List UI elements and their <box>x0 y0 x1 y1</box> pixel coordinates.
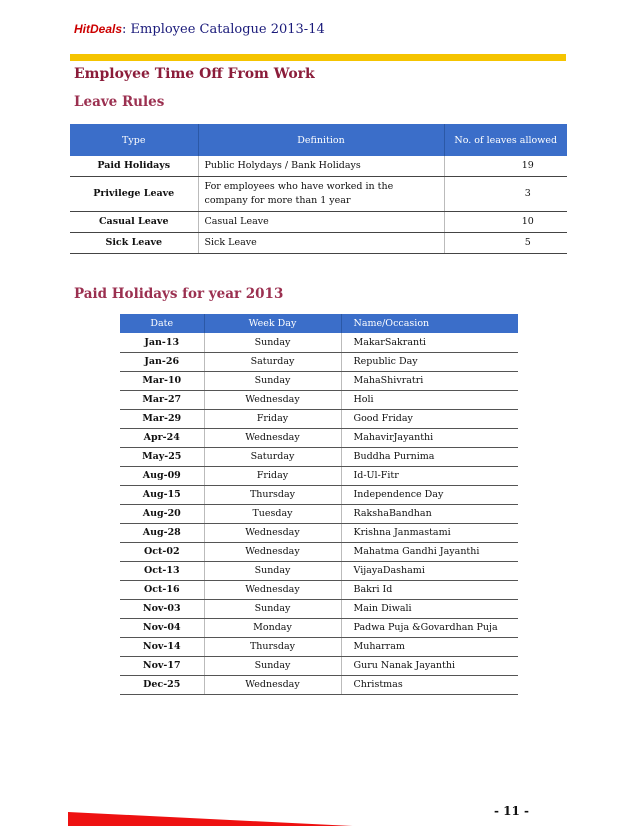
holiday-weekday-cell: Friday <box>204 409 341 428</box>
table-row <box>120 428 518 447</box>
holiday-weekday-cell: Saturday <box>204 352 341 371</box>
column-header-type: Type <box>70 124 198 156</box>
holiday-name-cell: MahaShivratri <box>341 371 518 390</box>
holidays-table <box>120 314 518 695</box>
leave-count-cell: 3 <box>444 177 567 212</box>
holiday-name-cell: Independence Day <box>341 485 518 504</box>
holiday-date-cell: Aug-20 <box>120 504 204 523</box>
header-separator: : <box>122 22 127 37</box>
holiday-name-cell: Id-Ul-Fitr <box>341 466 518 485</box>
leave-count-cell: 10 <box>444 212 567 233</box>
table-row <box>120 656 518 675</box>
column-header-definition: Definition <box>198 124 444 156</box>
holiday-table-header <box>120 314 518 333</box>
holiday-name-cell: Padwa Puja &Govardhan Puja <box>341 618 518 637</box>
column-header-occasion: Name/Occasion <box>341 314 518 333</box>
holiday-name-cell: Main Diwali <box>341 599 518 618</box>
table-row <box>120 390 518 409</box>
leave-count-cell: 19 <box>444 156 567 177</box>
page-header <box>74 22 325 37</box>
table-row <box>120 580 518 599</box>
table-row <box>120 485 518 504</box>
holiday-name-cell: Holi <box>341 390 518 409</box>
holiday-date-cell: Oct-13 <box>120 561 204 580</box>
holiday-name-cell: Muharram <box>341 637 518 656</box>
holiday-name-cell: Mahatma Gandhi Jayanthi <box>341 542 518 561</box>
holiday-name-cell: Guru Nanak Jayanthi <box>341 656 518 675</box>
holiday-weekday-cell: Saturday <box>204 447 341 466</box>
holiday-date-cell: Dec-25 <box>120 675 204 694</box>
holiday-date-cell: Mar-29 <box>120 409 204 428</box>
table-row <box>120 352 518 371</box>
holiday-weekday-cell: Wednesday <box>204 675 341 694</box>
holiday-date-cell: Aug-28 <box>120 523 204 542</box>
leave-definition-cell: Casual Leave <box>198 212 444 233</box>
table-row <box>120 371 518 390</box>
holiday-weekday-cell: Thursday <box>204 637 341 656</box>
leave-rules-title: Leave Rules <box>74 94 165 110</box>
leave-type-cell: Paid Holidays <box>70 156 198 177</box>
table-row <box>120 618 518 637</box>
table-row <box>70 156 567 177</box>
holiday-weekday-cell: Wednesday <box>204 542 341 561</box>
holiday-date-cell: Mar-10 <box>120 371 204 390</box>
leave-definition-cell: Sick Leave <box>198 233 444 254</box>
holiday-weekday-cell: Monday <box>204 618 341 637</box>
page-title: Employee Time Off From Work <box>74 66 315 82</box>
holidays-title: Paid Holidays for year 2013 <box>74 286 284 302</box>
holiday-weekday-cell: Sunday <box>204 371 341 390</box>
holiday-weekday-cell: Tuesday <box>204 504 341 523</box>
holiday-weekday-cell: Thursday <box>204 485 341 504</box>
page-number: - 11 - <box>494 804 530 818</box>
table-row <box>120 542 518 561</box>
table-row <box>120 409 518 428</box>
holiday-weekday-cell: Wednesday <box>204 580 341 599</box>
holiday-date-cell: Oct-16 <box>120 580 204 599</box>
leave-type-cell: Casual Leave <box>70 212 198 233</box>
table-row <box>120 523 518 542</box>
holiday-date-cell: Jan-13 <box>120 333 204 352</box>
table-row <box>120 561 518 580</box>
footer-red-stripe <box>68 812 566 826</box>
column-header-weekday: Week Day <box>204 314 341 333</box>
column-header-count: No. of leaves allowed <box>444 124 567 156</box>
leave-type-cell: Sick Leave <box>70 233 198 254</box>
holiday-weekday-cell: Wednesday <box>204 428 341 447</box>
table-row <box>70 233 567 254</box>
header-divider <box>70 54 566 61</box>
holiday-name-cell: Good Friday <box>341 409 518 428</box>
holiday-name-cell: RakshaBandhan <box>341 504 518 523</box>
holiday-date-cell: Nov-14 <box>120 637 204 656</box>
table-row <box>120 637 518 656</box>
holiday-name-cell: VijayaDashami <box>341 561 518 580</box>
table-row <box>70 212 567 233</box>
holiday-name-cell: Republic Day <box>341 352 518 371</box>
table-row <box>120 447 518 466</box>
leave-table-header <box>70 124 567 156</box>
holiday-name-cell: Buddha Purnima <box>341 447 518 466</box>
holiday-weekday-cell: Wednesday <box>204 523 341 542</box>
holiday-date-cell: Oct-02 <box>120 542 204 561</box>
holiday-weekday-cell: Sunday <box>204 656 341 675</box>
holiday-date-cell: May-25 <box>120 447 204 466</box>
table-row <box>120 504 518 523</box>
leave-rules-table <box>70 124 567 254</box>
leave-type-cell: Privilege Leave <box>70 177 198 212</box>
holiday-name-cell: MakarSakranti <box>341 333 518 352</box>
leave-definition-cell: Public Holydays / Bank Holidays <box>198 156 444 177</box>
brand-name: HitDeals <box>74 22 123 36</box>
table-row <box>70 177 567 212</box>
header-title: Employee Catalogue 2013-14 <box>126 22 325 37</box>
holiday-weekday-cell: Wednesday <box>204 390 341 409</box>
holiday-date-cell: Jan-26 <box>120 352 204 371</box>
holiday-date-cell: Aug-15 <box>120 485 204 504</box>
table-row <box>120 599 518 618</box>
holiday-name-cell: Christmas <box>341 675 518 694</box>
leave-definition-cell: For employees who have worked in the company for more than 1 year <box>198 177 444 212</box>
holiday-weekday-cell: Friday <box>204 466 341 485</box>
holiday-date-cell: Aug-09 <box>120 466 204 485</box>
column-header-date: Date <box>120 314 204 333</box>
holiday-date-cell: Nov-17 <box>120 656 204 675</box>
holiday-name-cell: MahavirJayanthi <box>341 428 518 447</box>
holiday-date-cell: Nov-03 <box>120 599 204 618</box>
holiday-weekday-cell: Sunday <box>204 333 341 352</box>
holiday-date-cell: Apr-24 <box>120 428 204 447</box>
table-row <box>120 466 518 485</box>
holiday-name-cell: Bakri Id <box>341 580 518 599</box>
table-row <box>120 333 518 352</box>
leave-count-cell: 5 <box>444 233 567 254</box>
holiday-name-cell: Krishna Janmastami <box>341 523 518 542</box>
holiday-weekday-cell: Sunday <box>204 599 341 618</box>
holiday-date-cell: Mar-27 <box>120 390 204 409</box>
table-row <box>120 675 518 694</box>
holiday-date-cell: Nov-04 <box>120 618 204 637</box>
holiday-weekday-cell: Sunday <box>204 561 341 580</box>
